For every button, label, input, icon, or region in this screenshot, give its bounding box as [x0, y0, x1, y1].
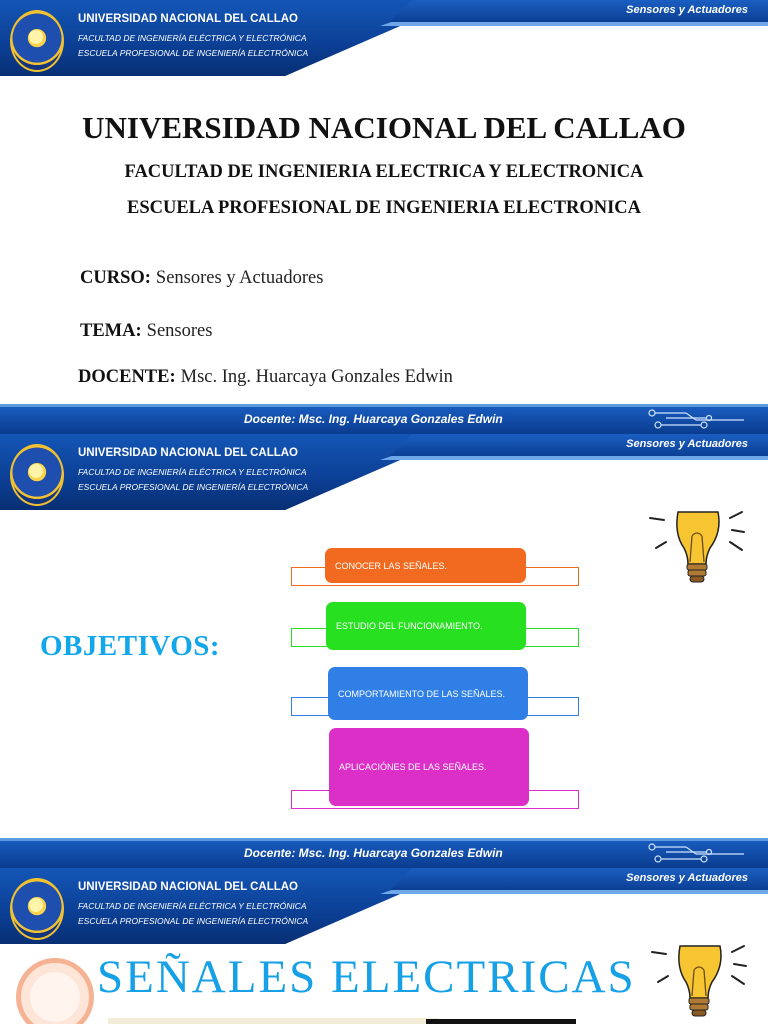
footer-teacher: Docente: Msc. Ing. Huarcaya Gonzales Edwin [244, 846, 503, 860]
objective-item-3 [328, 667, 528, 720]
header-school: ESCUELA PROFESIONAL DE INGENIERÍA ELECTRÓNICA [78, 916, 309, 926]
circuit-trace-icon [646, 842, 746, 864]
objective-text: COMPORTAMIENTO DE LAS SEÑALES. [338, 688, 506, 699]
header-university: UNIVERSIDAD NACIONAL DEL CALLAO [78, 881, 298, 893]
header-school: ESCUELA PROFESIONAL DE INGENIERÍA ELECTRÓNICA [78, 48, 309, 58]
objective-text: ESTUDIO DEL FUNCIONAMIENTO. [336, 621, 483, 631]
header-university: UNIVERSIDAD NACIONAL DEL CALLAO [78, 447, 298, 459]
objective-item-2 [326, 602, 526, 650]
slide-header [0, 434, 768, 510]
objective-item-1 [325, 548, 526, 583]
slide-footer [0, 838, 768, 868]
slide-header [0, 0, 768, 76]
topic-label: TEMA: [80, 321, 142, 341]
objectives-title: OBJETIVOS: [40, 630, 221, 662]
course-value: Sensores y Actuadores [155, 268, 324, 288]
objective-item-4 [329, 728, 529, 806]
header-school: ESCUELA PROFESIONAL DE INGENIERÍA ELECTRÓNICA [78, 482, 309, 492]
header-faculty: FACULTAD DE INGENIERÍA ELÉCTRICA Y ELECTRÓNICA [78, 33, 307, 43]
header-faculty: FACULTAD DE INGENIERÍA ELÉCTRICA Y ELECTRÓNICA [78, 901, 307, 911]
slide-header [0, 868, 768, 944]
header-university: UNIVERSIDAD NACIONAL DEL CALLAO [78, 13, 298, 25]
topic-row [80, 321, 212, 342]
teacher-row [78, 367, 453, 388]
slide-1 [0, 0, 768, 404]
objective-text: APLICACIÓNES DE LAS SEÑALES. [339, 762, 487, 772]
topic-value: Sensores [146, 321, 213, 341]
objective-text: CONOCER LAS SEÑALES. [335, 560, 448, 571]
teacher-value: Msc. Ing. Huarcaya Gonzales Edwin [180, 367, 453, 387]
slide1-title: UNIVERSIDAD NACIONAL DEL CALLAO [82, 110, 686, 145]
course-tag: Sensores y Actuadores [626, 438, 748, 450]
course-label: CURSO: [80, 268, 151, 288]
course-tag: Sensores y Actuadores [626, 4, 748, 16]
slide-footer [0, 404, 768, 434]
slide1-school: ESCUELA PROFESIONAL DE INGENIERIA ELECTRONICA [126, 198, 641, 218]
header-faculty: FACULTAD DE INGENIERÍA ELÉCTRICA Y ELECTRÓNICA [78, 467, 307, 477]
lightbulb-icon [648, 506, 746, 590]
circuit-trace-icon [646, 408, 746, 430]
slide1-faculty: FACULTAD DE INGENIERIA ELECTRICA Y ELECTRONICA [124, 162, 644, 182]
teacher-label: DOCENTE: [78, 367, 176, 387]
footer-teacher: Docente: Msc. Ing. Huarcaya Gonzales Edwin [244, 412, 503, 426]
course-row [80, 268, 323, 289]
course-tag: Sensores y Actuadores [626, 872, 748, 884]
lightbulb-icon [650, 940, 748, 1024]
signals-title: SEÑALES ELECTRICAS [97, 951, 636, 1003]
